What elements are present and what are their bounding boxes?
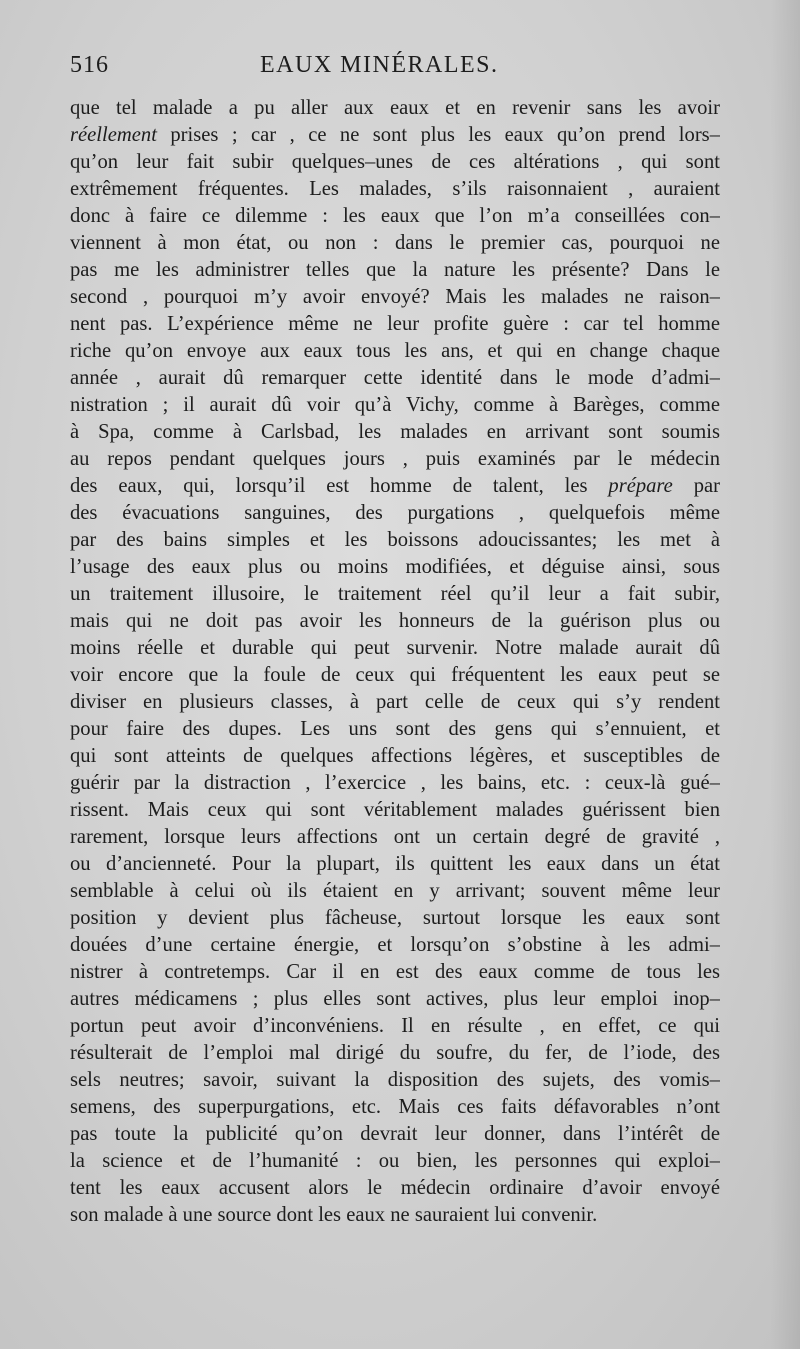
line-text: rarement, lorsque leurs affections ont un certain degré de gravité , (70, 826, 720, 848)
text-line (70, 1148, 720, 1175)
text-line (70, 419, 720, 446)
text-line (70, 932, 720, 959)
text-line (70, 203, 720, 230)
text-line (70, 527, 720, 554)
text-line (70, 311, 720, 338)
line-text: qui sont atteints de quelques affections légères, et susceptibles de (70, 745, 720, 767)
line-text: diviser en plusieurs classes, à part celle de ceux qui s’y rendent (70, 691, 720, 713)
text-line (70, 446, 720, 473)
page-edge-shadow (770, 0, 800, 1349)
text-line (70, 716, 720, 743)
text-line (70, 1202, 720, 1229)
italic-word: prépare (608, 475, 673, 497)
line-text: semens, des superpurgations, etc. Mais ces faits défavorables n’ont (70, 1096, 720, 1118)
text-line (70, 743, 720, 770)
text-line (70, 797, 720, 824)
text-line (70, 95, 720, 122)
line-text: mais qui ne doit pas avoir les honneurs de la guérison plus ou (70, 610, 720, 632)
line-text: position y devient plus fâcheuse, surtout lorsque les eaux sont (70, 907, 720, 929)
line-text: pas toute la publicité qu’on devrait leur donner, dans l’intérêt de (70, 1123, 720, 1145)
text-line (70, 986, 720, 1013)
text-line (70, 878, 720, 905)
line-text: tent les eaux accusent alors le médecin ordinaire d’avoir envoyé (70, 1177, 720, 1199)
text-line (70, 689, 720, 716)
text-line (70, 392, 720, 419)
page-header (70, 52, 720, 86)
line-text: résulterait de l’emploi mal dirigé du soufre, du fer, de l’iode, des (70, 1042, 720, 1064)
line-text: semblable à celui où ils étaient en y arrivant; souvent même leur (70, 880, 720, 902)
line-text: ou d’ancienneté. Pour la plupart, ils quittent les eaux dans un état (70, 853, 720, 875)
line-text: riche qu’on envoye aux eaux tous les ans, et qui en change chaque (70, 340, 720, 362)
line-text: année , aurait dû remarquer cette identité dans le mode d’admi– (70, 367, 720, 389)
text-line (70, 122, 720, 149)
line-text: sels neutres; savoir, suivant la disposition des sujets, des vomis– (70, 1069, 720, 1091)
text-line (70, 284, 720, 311)
line-text: un traitement illusoire, le traitement réel qu’il leur a fait subir, (70, 583, 720, 605)
text-line (70, 905, 720, 932)
line-text: que tel malade a pu aller aux eaux et en revenir sans les avoir (70, 97, 720, 119)
line-text: nistrer à contretemps. Car il en est des eaux comme de tous les (70, 961, 720, 983)
text-line (70, 1067, 720, 1094)
line-text: l’usage des eaux plus ou moins modifiées, et déguise ainsi, sous (70, 556, 720, 578)
text-line (70, 230, 720, 257)
line-text: extrêmement fréquentes. Les malades, s’ils raisonnaient , auraient (70, 178, 720, 200)
line-text: par (672, 475, 720, 497)
line-text: au repos pendant quelques jours , puis examinés par le médecin (70, 448, 720, 470)
line-text: prises ; car , ce ne sont plus les eaux qu’on prend lors– (156, 124, 720, 146)
text-line (70, 257, 720, 284)
page-number: 516 (70, 52, 109, 78)
line-text: donc à faire ce dilemme : les eaux que l’on m’a conseillées con– (70, 205, 720, 227)
line-text: voir encore que la foule de ceux qui fréquentent les eaux peut se (70, 664, 720, 686)
text-line (70, 824, 720, 851)
line-text: à Spa, comme à Carlsbad, les malades en arrivant sont soumis (70, 421, 720, 443)
text-line (70, 473, 720, 500)
text-line (70, 500, 720, 527)
line-text: douées d’une certaine énergie, et lorsqu’on s’obstine à les admi– (70, 934, 720, 956)
text-line (70, 1175, 720, 1202)
body-text (70, 95, 720, 1229)
line-text: autres médicamens ; plus elles sont actives, plus leur emploi inop– (70, 988, 720, 1010)
line-text: viennent à mon état, ou non : dans le premier cas, pourquoi ne (70, 232, 720, 254)
line-text: nent pas. L’expérience même ne leur profite guère : car tel homme (70, 313, 720, 335)
line-text: guérir par la distraction , l’exercice , les bains, etc. : ceux-là gué– (70, 772, 720, 794)
text-line (70, 149, 720, 176)
text-line (70, 608, 720, 635)
text-line (70, 365, 720, 392)
line-text: nistration ; il aurait dû voir qu’à Vichy, comme à Barèges, comme (70, 394, 720, 416)
text-line (70, 1121, 720, 1148)
text-line (70, 554, 720, 581)
line-text: son malade à une source dont les eaux ne sauraient lui convenir. (70, 1204, 598, 1226)
running-head: EAUX MINÉRALES. (260, 52, 499, 78)
italic-word: réellement (70, 124, 157, 146)
text-line (70, 1013, 720, 1040)
line-text: moins réelle et durable qui peut survenir. Notre malade aurait dû (70, 637, 720, 659)
line-text: des eaux, qui, lorsqu’il est homme de talent, les (70, 475, 609, 497)
text-line (70, 1040, 720, 1067)
text-line (70, 959, 720, 986)
text-line (70, 1094, 720, 1121)
text-line (70, 851, 720, 878)
line-text: pas me les administrer telles que la nature les présente? Dans le (70, 259, 720, 281)
line-text: rissent. Mais ceux qui sont véritablement malades guérissent bien (70, 799, 720, 821)
line-text: des évacuations sanguines, des purgations , quelquefois même (70, 502, 720, 524)
text-line (70, 176, 720, 203)
line-text: qu’on leur fait subir quelques–unes de ces altérations , qui sont (70, 151, 720, 173)
line-text: second , pourquoi m’y avoir envoyé? Mais les malades ne raison– (70, 286, 720, 308)
text-line (70, 338, 720, 365)
line-text: la science et de l’humanité : ou bien, les personnes qui exploi– (70, 1150, 720, 1172)
text-line (70, 770, 720, 797)
text-line (70, 635, 720, 662)
line-text: portun peut avoir d’inconvéniens. Il en résulte , en effet, ce qui (70, 1015, 720, 1037)
text-line (70, 662, 720, 689)
text-line (70, 581, 720, 608)
line-text: par des bains simples et les boissons adoucissantes; les met à (70, 529, 720, 551)
line-text: pour faire des dupes. Les uns sont des gens qui s’ennuient, et (70, 718, 720, 740)
